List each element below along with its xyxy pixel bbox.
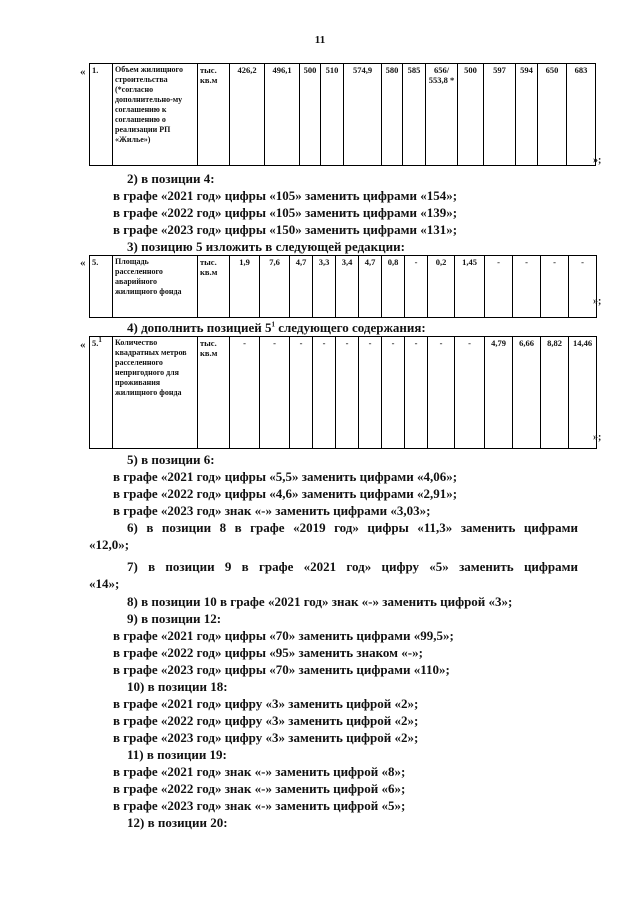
value-cell: 597 (484, 64, 516, 166)
close-quote: »; (593, 296, 602, 307)
value-cell: 4,7 (290, 256, 313, 318)
unit: тыс. кв.м (198, 256, 230, 318)
value-cell: 500 (300, 64, 321, 166)
value-cell: - (405, 337, 428, 449)
amendment-line: «12,0»; (89, 537, 130, 552)
superscript: 1 (98, 336, 102, 345)
value-cell: 585 (403, 64, 426, 166)
amendment-line: в графе «2021 год» знак «-» заменить цифрой «8»; (113, 764, 406, 779)
value-cell: - (230, 337, 260, 449)
value-cell: - (336, 337, 359, 449)
value-cell: 7,6 (260, 256, 290, 318)
value-cell: 683 (567, 64, 596, 166)
position-1-table (89, 63, 596, 166)
value-cell: 0,8 (382, 256, 405, 318)
amendment-line: 7) в позиции 9 в графе «2021 год» цифру «5» заменить цифрами (127, 559, 578, 574)
amendment-line: в графе «2021 год» цифры «70» заменить цифрами «99,5»; (113, 628, 454, 643)
value-cell: - (455, 337, 485, 449)
value-cell: 4,79 (485, 337, 513, 449)
open-quote: « (80, 66, 86, 78)
value-cell: - (428, 337, 455, 449)
amendment-line (127, 320, 426, 336)
position-5-table (89, 255, 597, 318)
amendment-line: в графе «2022 год» цифры «105» заменить цифрами «139»; (113, 205, 458, 220)
amendment-line: в графе «2023 год» цифру «3» заменить цифрой «2»; (113, 730, 419, 745)
value-cell: 426,2 (230, 64, 265, 166)
value-cell: 14,46 (569, 337, 597, 449)
amendment-line: в графе «2021 год» цифры «105» заменить цифрами «154»; (113, 188, 458, 203)
amendment-line: в графе «2022 год» цифру «3» заменить цифрой «2»; (113, 713, 419, 728)
value-cell: 574,9 (344, 64, 382, 166)
amendment-line: в графе «2022 год» знак «-» заменить цифрой «6»; (113, 781, 406, 796)
indicator-name: Объем жилищного строительства (*согласно дополнительно-му соглашению к соглашению о реализации РП «Жилье») (113, 64, 198, 166)
amendment-line: в графе «2021 год» цифры «5,5» заменить цифрами «4,06»; (113, 469, 458, 484)
amendment-line: 3) позицию 5 изложить в следующей редакции: (127, 239, 405, 254)
value-cell: - (513, 256, 541, 318)
position-5-1-table (89, 336, 597, 449)
unit: тыс. кв.м (198, 64, 230, 166)
value-cell: - (405, 256, 428, 318)
value-cell: 3,4 (336, 256, 359, 318)
amendment-line: в графе «2022 год» цифры «4,6» заменить цифрами «2,91»; (113, 486, 458, 501)
value-cell: 580 (382, 64, 403, 166)
value-cell: 4,7 (359, 256, 382, 318)
amendment-line: в графе «2023 год» знак «-» заменить цифрами «3,03»; (113, 503, 431, 518)
amendment-line: 10) в позиции 18: (127, 679, 228, 694)
amendment-line: 2) в позиции 4: (127, 171, 215, 186)
value-cell: 650 (538, 64, 567, 166)
value-cell: 510 (321, 64, 344, 166)
amendment-text: 4) дополнить позицией 5 (127, 320, 272, 335)
amendment-text: следующего содержания: (274, 320, 426, 335)
value-cell: - (313, 337, 336, 449)
amendment-line: 5) в позиции 6: (127, 452, 215, 467)
value-cell: - (485, 256, 513, 318)
value-cell: 594 (516, 64, 538, 166)
amendment-line: в графе «2022 год» цифры «95» заменить знаком «-»; (113, 645, 423, 660)
unit: тыс. кв.м (198, 337, 230, 449)
value-cell: 1,45 (455, 256, 485, 318)
amendment-line: в графе «2023 год» цифры «150» заменить цифрами «131»; (113, 222, 458, 237)
value-cell: - (382, 337, 405, 449)
position-number: 1. (90, 64, 113, 166)
amendment-line: 6) в позиции 8 в графе «2019 год» цифры «11,3» заменить цифрами (127, 520, 578, 535)
value-cell: - (541, 256, 569, 318)
value-cell: - (359, 337, 382, 449)
table-row (90, 337, 597, 449)
value-cell: - (260, 337, 290, 449)
close-quote: »; (593, 155, 602, 166)
close-quote: »; (593, 432, 602, 443)
open-quote: « (80, 339, 86, 351)
value-cell: - (569, 256, 597, 318)
position-number (90, 337, 113, 449)
open-quote: « (80, 257, 86, 269)
indicator-name: Площадь расселенного аварийного жилищного фонда (113, 256, 198, 318)
amendment-line: 11) в позиции 19: (127, 747, 227, 762)
amendment-line: 12) в позиции 20: (127, 815, 228, 830)
page-number: 11 (314, 34, 326, 46)
amendment-line: «14»; (89, 576, 120, 591)
amendment-line: в графе «2021 год» цифру «3» заменить цифрой «2»; (113, 696, 419, 711)
value-cell: 8,82 (541, 337, 569, 449)
value-cell: - (290, 337, 313, 449)
amendment-line: в графе «2023 год» цифры «70» заменить цифрами «110»; (113, 662, 450, 677)
value-cell: 6,66 (513, 337, 541, 449)
value-cell: 496,1 (265, 64, 300, 166)
value-cell: 1,9 (230, 256, 260, 318)
position-number-text: 5. (92, 338, 99, 348)
superscript: 1 (271, 320, 275, 329)
value-cell: 0,2 (428, 256, 455, 318)
table-row (90, 64, 596, 166)
indicator-name: Количество квадратных метров расселенного непригодного для проживания жилищного фонда (113, 337, 198, 449)
amendment-line: 9) в позиции 12: (127, 611, 222, 626)
amendment-line: 8) в позиции 10 в графе «2021 год» знак «-» заменить цифрой «3»; (127, 594, 513, 609)
amendment-line: в графе «2023 год» знак «-» заменить цифрой «5»; (113, 798, 406, 813)
table-row (90, 256, 597, 318)
value-cell: 500 (458, 64, 484, 166)
value-cell: 656/ 553,8 * (426, 64, 458, 166)
position-number: 5. (90, 256, 113, 318)
value-cell: 3,3 (313, 256, 336, 318)
